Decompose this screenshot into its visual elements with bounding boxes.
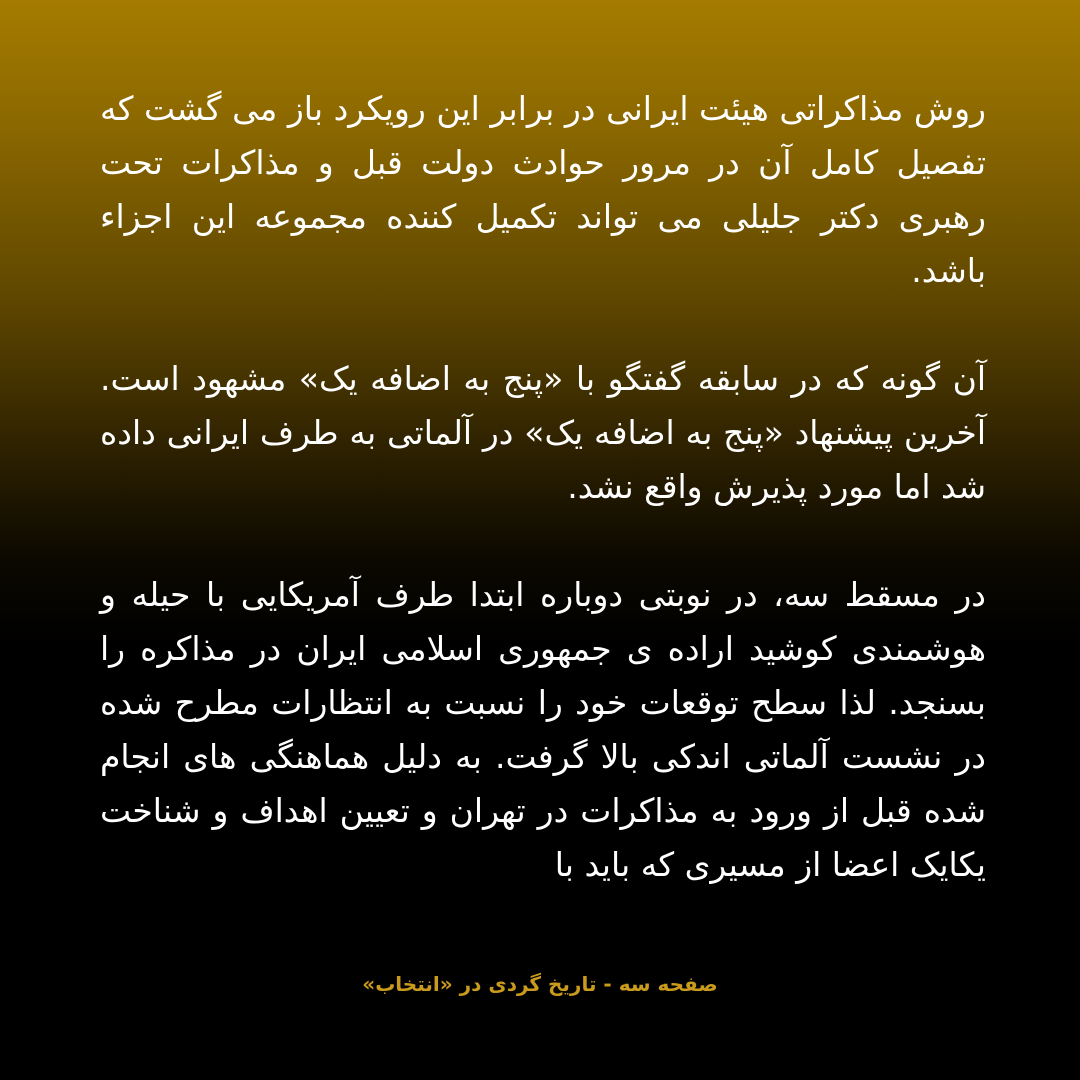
page-footer: صفحه سه - تاریخ گردی در «انتخاب»: [362, 972, 718, 996]
paragraph-2: آن گونه که در سابقه گفتگو با «پنج به اضافه یک» مشهود است. آخرین پیشنهاد «پنج به اضافه یک» در آلماتی به طرف ایرانی داده شد اما مورد پذیرش واقع نشد.: [100, 359, 986, 506]
paragraph-1: روش مذاکراتی هیئت ایرانی در برابر این رویکرد باز می گشت که تفصیل کامل آن در مرور حوادث دولت قبل و مذاکرات تحت رهبری دکتر جلیلی می تواند تکمیل کننده مجموعه این اجزاء باشد.: [100, 89, 986, 290]
paragraph-3: در مسقط سه، در نوبتی دوباره ابتدا طرف آمریکایی با حیله و هوشمندی کوشید اراده ی جمهوری اسلامی ایران در مذاکره را بسنجد. لذا سطح توقعات خود را نسبت به انتظارات مطرح شده در نشست آلماتی اندکی بالا گرفت. به دلیل هماهنگی های انجام شده قبل از ورود به مذاکرات در تهران و تعیین اهداف و شناخت یکایک اعضا از مسیری که باید با: [100, 575, 986, 884]
article-body: [100, 82, 986, 892]
